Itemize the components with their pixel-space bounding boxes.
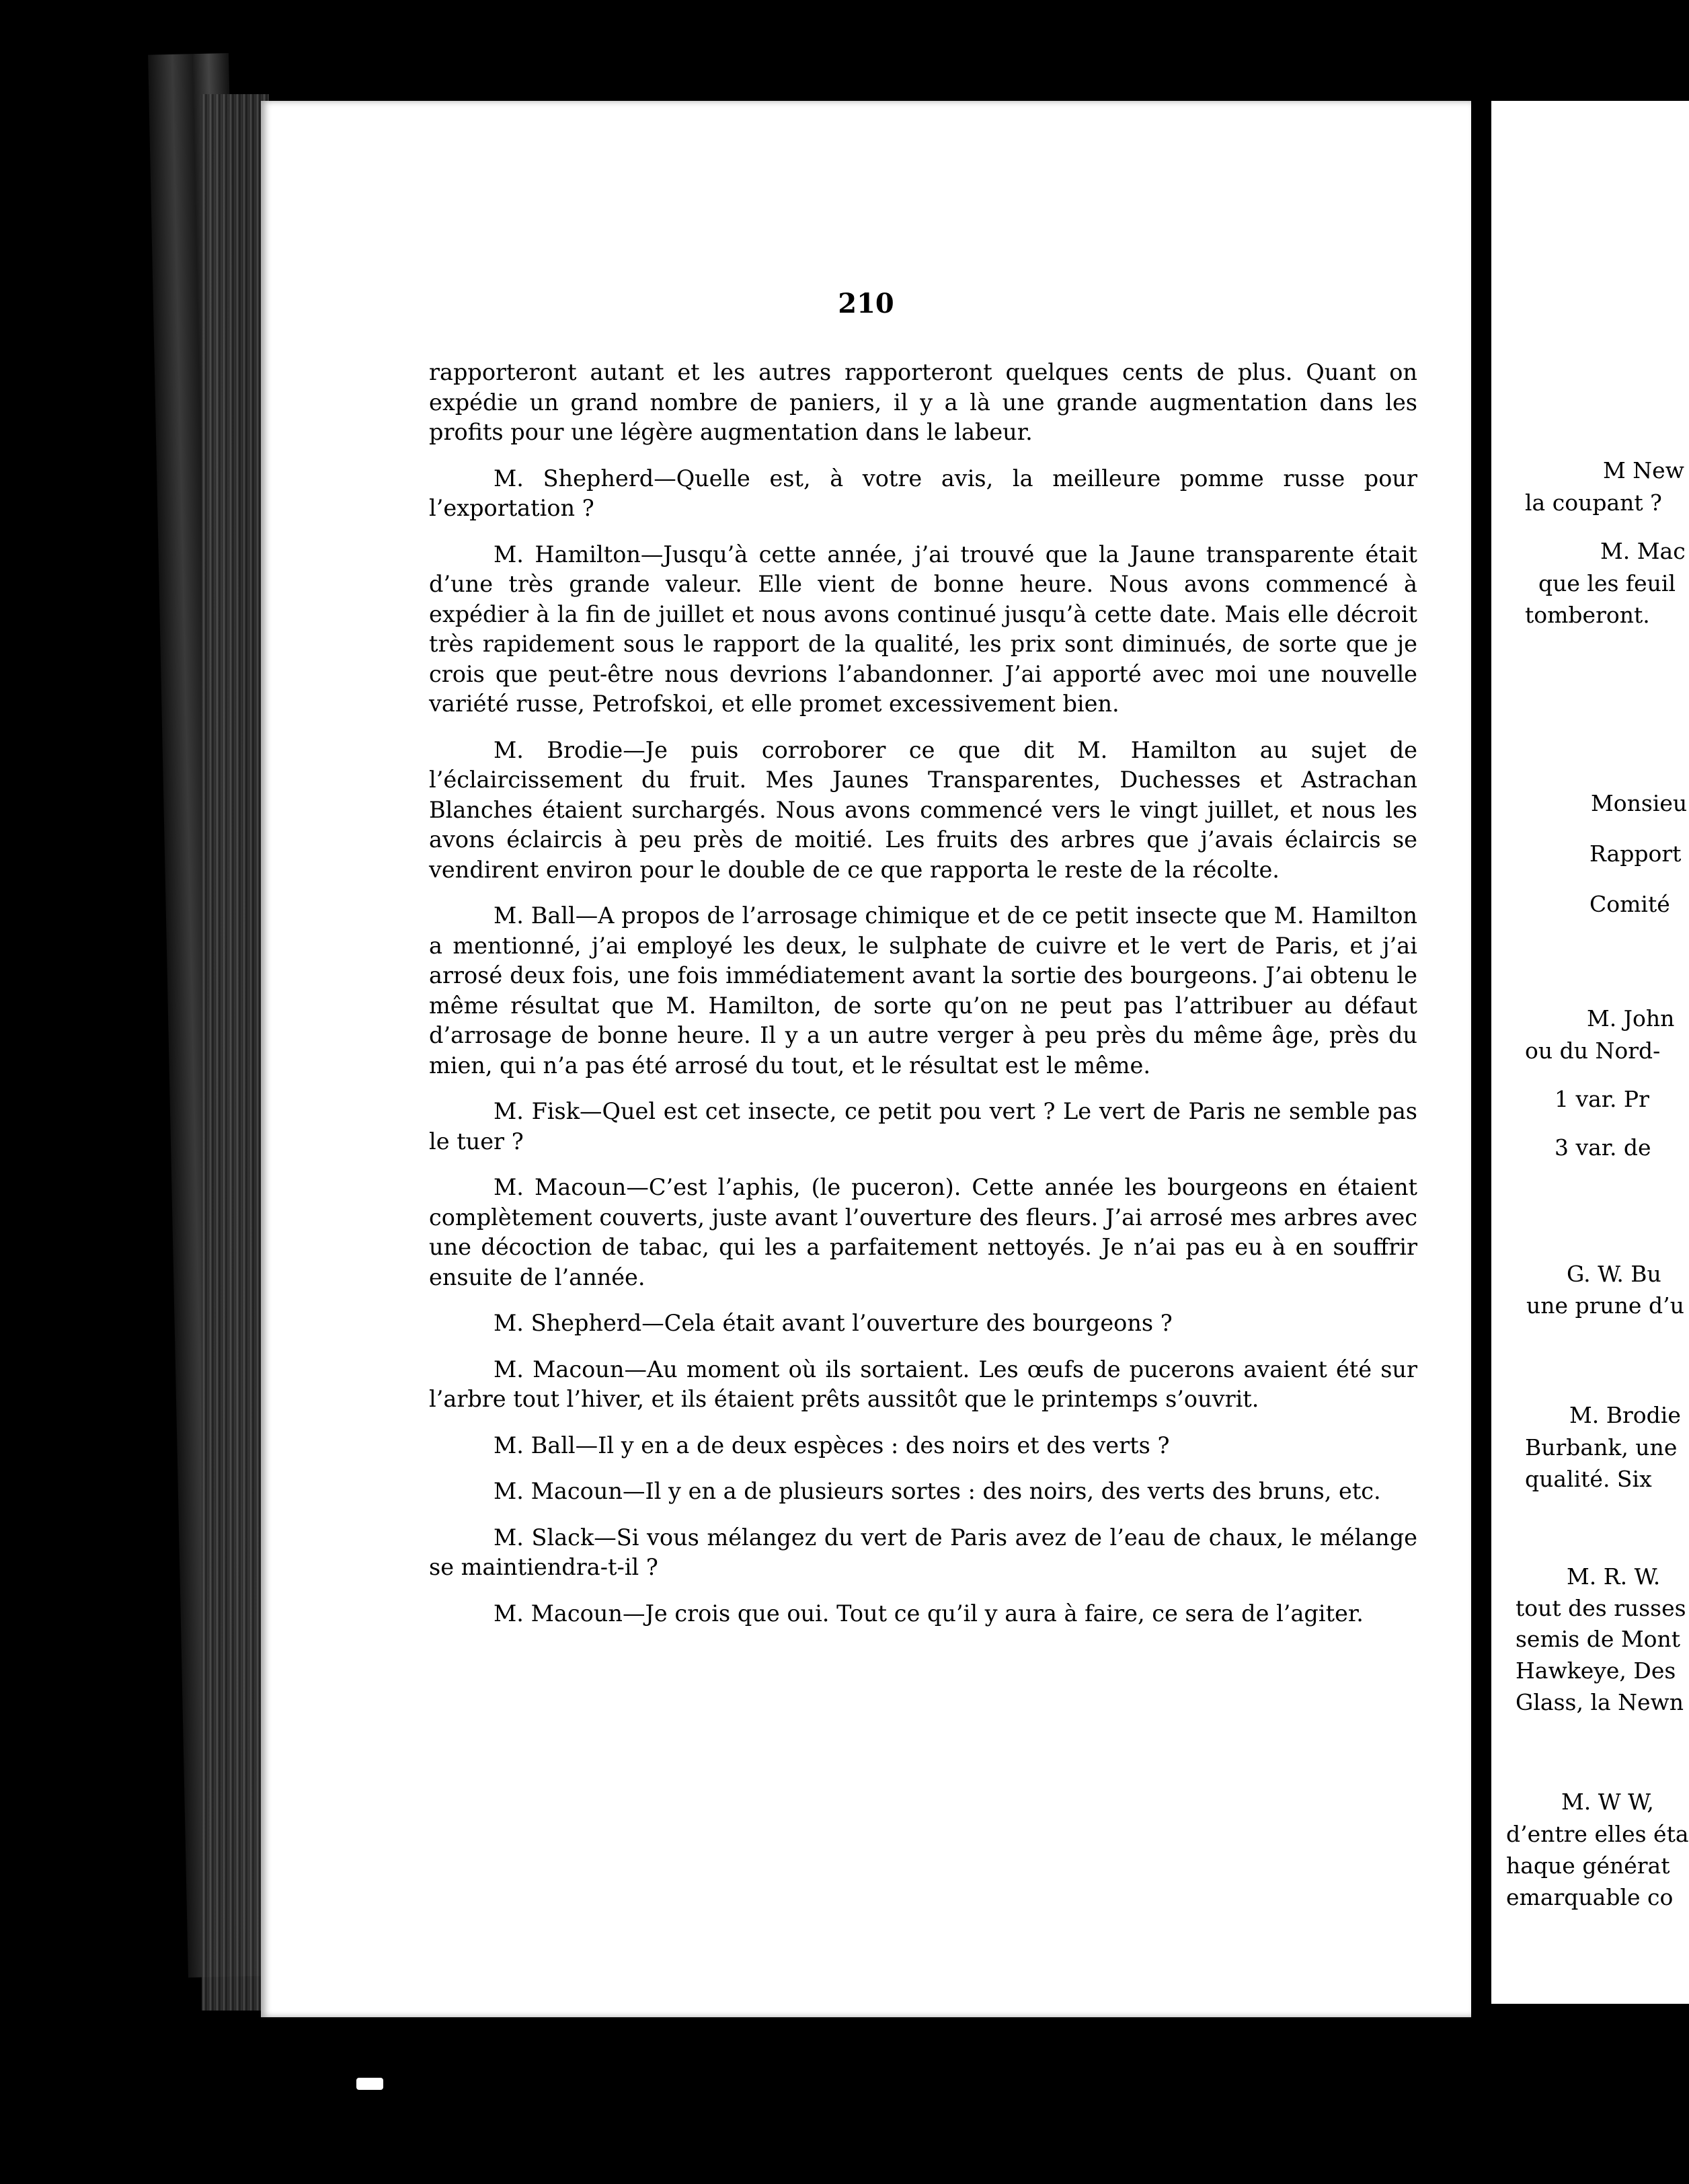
paragraph: M. Macoun—Je crois que oui. Tout ce qu’il y aura à faire, ce sera de l’agiter. bbox=[494, 1600, 1364, 1627]
right-line: M. W W, bbox=[1561, 1789, 1654, 1815]
paragraph: M. Hamilton—Jusqu’à cette année, j’ai trouvé que la Jaune transparente était d’une très grande valeur. Elle vient de bonne heure. Nous avons commencé à expédier à la fin de juillet et nous avons continué jusqu’à cette date. Mais elle décroit très rapidement sous le rapport de la qualité, les prix sont diminués, de sorte que je crois que peut-être nous devrions l’abandonner. J’ai apporté avec moi une nouvelle variété russe, Petrofskoi, et elle promet excessivement bien. bbox=[429, 541, 1417, 717]
scan-artifact bbox=[356, 2078, 383, 2090]
right-line: M. Mac bbox=[1600, 538, 1686, 564]
right-line: haque générat bbox=[1506, 1852, 1670, 1879]
right-line: Hawkeye, Des bbox=[1516, 1658, 1676, 1684]
paragraph: M. Shepherd—Cela était avant l’ouverture des bourgeons ? bbox=[494, 1310, 1173, 1336]
right-line: 1 var. Pr bbox=[1555, 1086, 1649, 1112]
page-stack-edge bbox=[202, 94, 269, 2011]
paragraph: M. Brodie—Je puis corroborer ce que dit M. Hamilton au sujet de l’éclaircissement du fruit. Mes Jaunes Transparentes, Duchesses et Astrachan Blanches étaient surchargés. Nous avons commencé vers le vingt juillet, et nous les avons éclaircis à peu près de moitié. Les fruits des arbres que j’avais éclaircis se vendirent environ pour le double de ce que rapporta le reste de la récolte. bbox=[429, 736, 1417, 883]
left-page bbox=[261, 101, 1471, 2017]
right-line: Glass, la Newn bbox=[1516, 1689, 1684, 1715]
right-line: M New bbox=[1603, 457, 1684, 483]
right-line: que les feuil bbox=[1538, 570, 1676, 596]
paragraph: M. Macoun—Il y en a de plusieurs sortes : des noirs, des verts des bruns, etc. bbox=[494, 1478, 1381, 1504]
right-line: une prune d’u bbox=[1526, 1292, 1684, 1319]
right-line: semis de Mont bbox=[1516, 1626, 1681, 1652]
right-line: tomberont. bbox=[1525, 602, 1650, 628]
paragraph: M. Macoun—C’est l’aphis, (le puceron). Cette année les bourgeons en étaient complètement couverts, juste avant l’ouverture des fleurs. J’ai arrosé mes arbres avec une décoction de tabac, qui les a parfaitement nettoyés. Je n’ai pas eu à en souffrir ensuite de l’année. bbox=[429, 1174, 1417, 1290]
paragraph: M. Slack—Si vous mélangez du vert de Paris avez de l’eau de chaux, le mélange se maintiendra-t-il ? bbox=[429, 1524, 1417, 1580]
right-line: ou du Nord- bbox=[1525, 1038, 1661, 1064]
right-line: Burbank, une bbox=[1525, 1434, 1678, 1460]
right-line: Rapport bbox=[1589, 841, 1682, 867]
book-gutter bbox=[1471, 87, 1491, 2024]
right-line: Monsieu bbox=[1591, 790, 1688, 816]
right-line: G. W. Bu bbox=[1567, 1261, 1661, 1287]
right-page-text bbox=[1491, 101, 1689, 2004]
page-number: 210 bbox=[838, 288, 894, 319]
paragraph: rapporteront autant et les autres rapporteront quelques cents de plus. Quant on expédie un grand nombre de paniers, il y a là une grande augmentation dans les profits pour une légère augmentation dans le labeur. bbox=[429, 359, 1417, 445]
right-line: tout des russes bbox=[1516, 1595, 1686, 1621]
scan-speck bbox=[1236, 79, 1241, 89]
paragraph: M. Fisk—Quel est cet insecte, ce petit pou vert ? Le vert de Paris ne semble pas le tuer ? bbox=[429, 1098, 1417, 1155]
paragraph: M. Ball—A propos de l’arrosage chimique et de ce petit insecte que M. Hamilton a mentionné, j’ai employé les deux, le sulphate de cuivre et le vert de Paris, et j’ai arrosé deux fois, une fois immédiatement avant la sortie des bourgeons. J’ai obtenu le même résultat que M. Hamilton, de sorte qu’on ne peut pas l’attribuer au défaut d’arrosage de bonne heure. Il y a un autre verger à peu près du même âge, près du mien, qui n’a pas été arrosé du tout, et le résultat est le même. bbox=[429, 902, 1417, 1079]
right-line: M. Brodie bbox=[1569, 1402, 1681, 1428]
right-line: M. R. W. bbox=[1567, 1563, 1661, 1590]
right-line: la coupant ? bbox=[1525, 490, 1662, 516]
paragraph: M. Macoun—Au moment où ils sortaient. Les œufs de pucerons avaient été sur l’arbre tout l’hiver, et ils étaient prêts aussitôt que le printemps s’ouvrit. bbox=[429, 1356, 1417, 1412]
right-line: M. John bbox=[1587, 1005, 1675, 1031]
right-line: d’entre elles éta bbox=[1506, 1821, 1689, 1847]
right-line: qualité. Six bbox=[1525, 1466, 1652, 1492]
right-page-partial bbox=[1491, 101, 1689, 2004]
paragraph: M. Shepherd—Quelle est, à votre avis, la meilleure pomme russe pour l’exportation ? bbox=[429, 465, 1417, 521]
page-body bbox=[429, 358, 1417, 1645]
right-line: emarquable co bbox=[1506, 1884, 1674, 1910]
right-line: 3 var. de bbox=[1555, 1134, 1651, 1161]
paragraph: M. Ball—Il y en a de deux espèces : des noirs et des verts ? bbox=[494, 1432, 1170, 1458]
right-line: Comité bbox=[1589, 891, 1670, 917]
